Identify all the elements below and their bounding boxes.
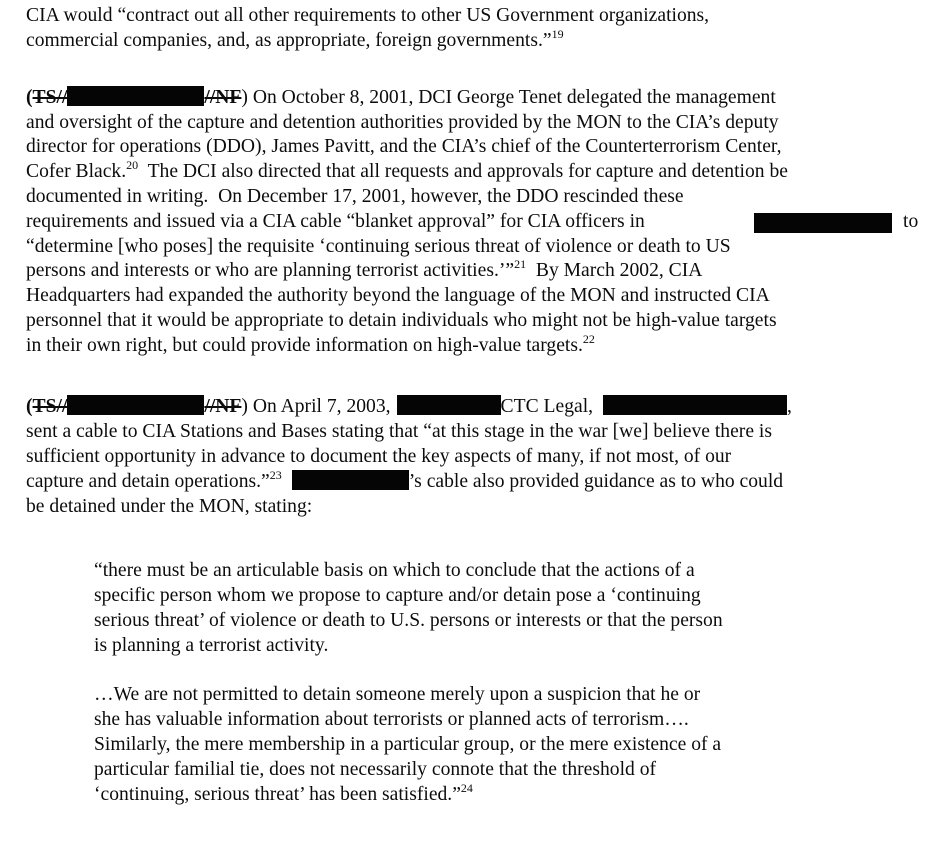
redaction-block [67, 86, 204, 106]
quote-line: ‘continuing, serious threat’ has been satisfied.”$^{24}$ [94, 781, 473, 805]
footnote-ref[interactable]: 24 [460, 781, 473, 795]
text-line: be detained under the MON, stating: [26, 496, 313, 517]
redaction-block [292, 470, 409, 490]
text-line: requirements and issued via a CIA cable “blanket approval” for CIA officers in to [26, 211, 919, 232]
text-line: commercial companies, and, as appropriate, foreign governments.”$^{19}$ [26, 27, 564, 51]
text-line: capture and detain operations.”$^{23}$ ’s cable also provided guidance as to who could [26, 468, 784, 492]
quote-line: Similarly, the mere membership in a particular group, or the mere existence of a [94, 734, 722, 755]
text-line: and oversight of the capture and detention authorities provided by the MON to the CIA’s deputy [26, 112, 779, 133]
text-line: persons and interests or who are planning terrorist activities.’”$^{21}$ By March 2002, CIA [26, 257, 703, 281]
footnote-ref[interactable]: 22 [582, 332, 595, 346]
classification-marking: TS// [32, 87, 68, 108]
text-line: sent a cable to CIA Stations and Bases stating that “at this stage in the war [we] believe there is [26, 421, 772, 442]
text-line: Cofer Black.$^{20}$ The DCI also directed that all requests and approvals for capture and detention be [26, 158, 788, 182]
text-line: sufficient opportunity in advance to document the key aspects of many, if not most, of our [26, 446, 732, 467]
classification-marking: //NF [204, 396, 242, 417]
footnote-ref[interactable]: 23 [269, 468, 282, 482]
redaction-block [397, 395, 501, 415]
redaction-block [603, 395, 787, 415]
footnote-ref[interactable]: 20 [126, 158, 139, 172]
text-line: in their own right, but could provide information on high-value targets.$^{22}$ [26, 332, 595, 356]
quote-line: particular familial tie, does not necessarily connote that the threshold of [94, 759, 657, 780]
text-line: documented in writing. On December 17, 2001, however, the DDO rescinded these [26, 186, 684, 207]
classification-marking: //NF [204, 87, 242, 108]
quote-line: is planning a terrorist activity. [94, 635, 329, 656]
text-line: CIA would “contract out all other requirements to other US Government organizations, [26, 5, 710, 26]
quote-line: specific person whom we propose to capture and/or detain pose a ‘continuing [94, 585, 701, 606]
redaction-block [67, 395, 204, 415]
text-line: (TS// //NF) On October 8, 2001, DCI George Tenet delegated the management [26, 87, 776, 108]
redaction-block [754, 213, 892, 233]
footnote-ref[interactable]: 19 [551, 27, 564, 41]
quote-line: she has valuable information about terrorists or planned acts of terrorism…. [94, 709, 689, 730]
text-line: personnel that it would be appropriate to detain individuals who might not be high-value targets [26, 310, 777, 331]
classification-marking: TS// [32, 396, 68, 417]
quote-line: …We are not permitted to detain someone merely upon a suspicion that he or [94, 684, 701, 705]
text-line: Headquarters had expanded the authority beyond the language of the MON and instructed CIA [26, 285, 770, 306]
footnote-ref[interactable]: 21 [514, 257, 527, 271]
quote-line: “there must be an articulable basis on which to conclude that the actions of a [94, 560, 695, 581]
quote-line: serious threat’ of violence or death to U.S. persons or interests or that the person [94, 610, 723, 631]
text-line: (TS// //NF) On April 7, 2003, CTC Legal, , [26, 396, 792, 417]
text-line: director for operations (DDO), James Pavitt, and the CIA’s chief of the Counterterrorism Center, [26, 136, 782, 157]
text-line: “determine [who poses] the requisite ‘continuing serious threat of violence or death to US [26, 236, 731, 257]
